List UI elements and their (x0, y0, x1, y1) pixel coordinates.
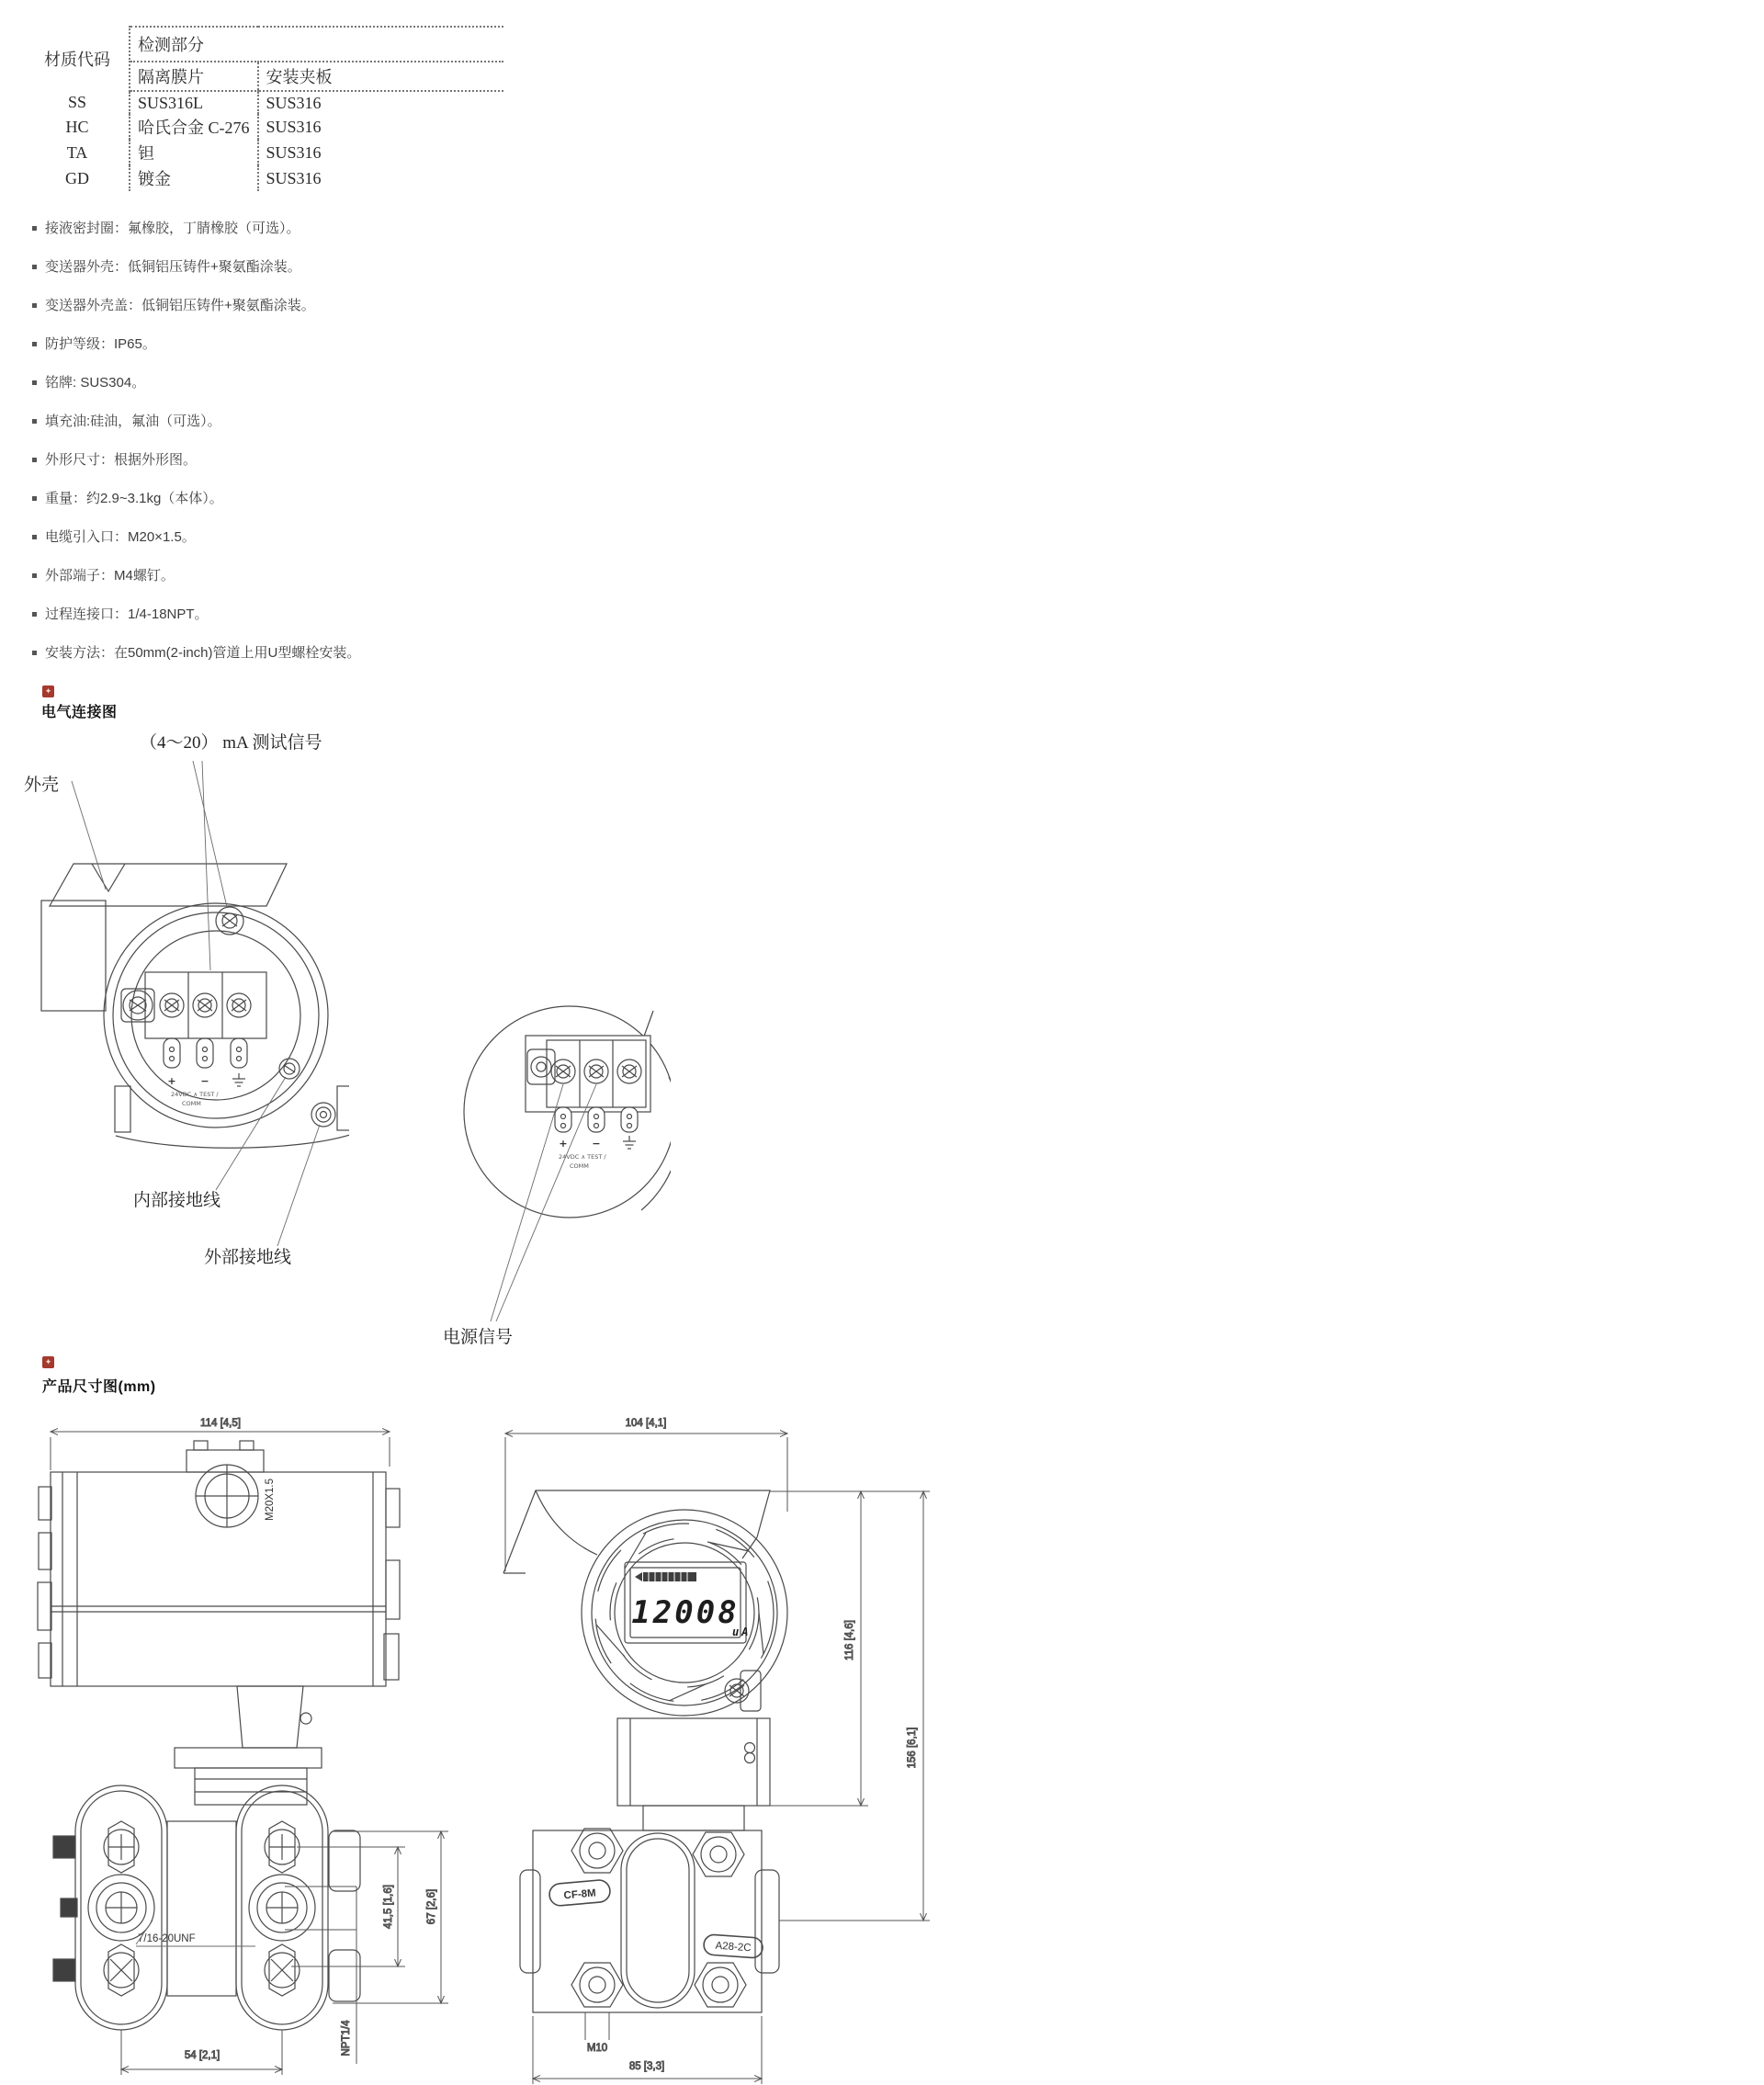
terminal-note-line2: COMM (182, 1100, 201, 1107)
diaphragm-cell: 钽 (138, 144, 154, 163)
spec-item: 电缆引入口：M20×1.5。 (32, 529, 583, 546)
wiring-diagram-open-housing (37, 726, 349, 1259)
clamp-cell: SUS316 (258, 91, 503, 114)
body-section (617, 1718, 770, 1830)
housing-side (38, 1472, 400, 1686)
table-col-clamp: 安装夹板 (258, 62, 503, 91)
dimension-drawing-front-view (459, 1406, 937, 2085)
internal-ground-label: 内部接地线 (133, 1191, 221, 1210)
table-row (26, 114, 503, 140)
ground-symbol (623, 1136, 636, 1149)
terminal-block (526, 1036, 650, 1132)
lcd-unit: uA (732, 1626, 752, 1638)
terminal-plus: + (559, 1138, 568, 1150)
diaphragm-cell: 镀金 (138, 170, 171, 188)
bottom-flange (520, 1829, 779, 2012)
terminal-symbols (167, 1073, 245, 1107)
flange-material-tag (548, 1879, 611, 1907)
housing-label: 外壳 (24, 776, 60, 795)
dimension-drawing-side-view (37, 1406, 459, 2085)
dim-port-pitch (121, 2030, 282, 2075)
terminal-block (121, 972, 266, 1068)
clamp-cell: SUS316 (258, 140, 503, 165)
spec-item: 变送器外壳：低铜铝压铸件+聚氨酯涂装。 (32, 259, 583, 276)
clamp-cell: SUS316 (258, 114, 503, 140)
test-signal-label: （4～20） mA 测试信号 (140, 733, 322, 753)
ground-symbol (232, 1073, 245, 1086)
dim-width-114 (51, 1418, 390, 1470)
spec-item: 安装方法：在50mm(2-inch)管道上用U型螺栓安装。 (32, 645, 583, 662)
terminal-note-line1: 24VDC ∧ TEST ∕ (559, 1153, 606, 1161)
dim-label-67: 67 [2,6] (426, 1888, 437, 1925)
terminal-symbols (559, 1136, 636, 1170)
internal-ground-screw (279, 1059, 300, 1079)
spec-item: 外部端子：M4螺钉。 (32, 568, 583, 584)
process-thread-callout (285, 1887, 356, 2064)
spec-item: 填充油:硅油，氟油（可选）。 (32, 414, 583, 430)
flange-assembly (53, 1785, 360, 2030)
process-thread-label: NPT1/4 (341, 2020, 352, 2057)
cover-lock-screw (216, 907, 243, 935)
conduit-entry (187, 1441, 264, 1527)
dim-label-85: 85 [3,3] (628, 2061, 665, 2072)
flange-material-tag-label: CF-8M (563, 1887, 597, 1902)
material-code: GD (26, 165, 130, 191)
diaphragm-cell: 哈氏合金 C-276 (138, 119, 250, 137)
dim-height-housing (770, 1491, 930, 1806)
spec-item: 防护等级：IP65。 (32, 336, 583, 353)
dim-label-116: 116 [4,6] (844, 1620, 855, 1660)
table-row-header: 材质代码 (26, 27, 130, 91)
dim-label-156: 156 [6,1] (907, 1727, 918, 1769)
bargraph-bar (643, 1572, 696, 1581)
wiring-section-title: 电气连接图 (41, 705, 118, 720)
external-ground-label: 外部接地线 (204, 1248, 292, 1267)
wiring-diagram-terminal-side (395, 992, 671, 1342)
lcd-display (625, 1562, 751, 1643)
spec-list (32, 221, 583, 684)
section-marker-icon: ✦ (42, 1356, 54, 1368)
table-row (26, 165, 503, 191)
dim-bolt-pitch (291, 1847, 405, 1966)
spec-item: 铭牌: SUS304。 (32, 375, 583, 391)
dim-label-104: 104 [4,1] (625, 1418, 667, 1429)
dim-height-total (779, 1491, 930, 1921)
dimensions-section-title: 产品尺寸图(mm) (42, 1379, 156, 1395)
terminal-minus: − (200, 1075, 209, 1087)
table-group-header: 检测部分 (130, 27, 503, 62)
lcd-value: 12008 (631, 1594, 740, 1631)
power-leader-lines (491, 1084, 596, 1321)
spec-item: 变送器外壳盖：低铜铝压铸件+聚氨酯涂装。 (32, 298, 583, 314)
dim-label-54: 54 [2,1] (184, 2050, 220, 2061)
bolt-thread-label: M10 (586, 2043, 608, 2054)
spec-item: 重量：约2.9~3.1kg（本体）。 (32, 491, 583, 507)
diaphragm-cell: SUS316L (138, 93, 204, 112)
clamp-cell: SUS316 (258, 165, 503, 191)
terminal-minus: − (592, 1138, 601, 1150)
conduit-thread-label: M20X1.5 (265, 1478, 276, 1522)
terminal-note-line1: 24VDC ∧ TEST ∕ (171, 1091, 219, 1098)
dim-label-114: 114 [4,5] (200, 1418, 241, 1429)
bolt-thread-callout (585, 2012, 609, 2054)
table-row (26, 140, 503, 165)
material-code: TA (26, 140, 130, 165)
material-code: SS (26, 91, 130, 114)
spec-item: 接液密封圈：氟橡胶，丁腈橡胶（可选）。 (32, 221, 583, 237)
table-col-diaphragm: 隔离膜片 (130, 62, 258, 91)
vent-thread-label: 7/16-20UNF (138, 1933, 196, 1944)
mounting-bracket (41, 864, 287, 1011)
dim-label-41-5: 41,5 [1,6] (383, 1885, 394, 1929)
terminal-plus: + (167, 1075, 176, 1087)
spec-item: 过程连接口：1/4-18NPT。 (32, 606, 583, 623)
flange-bolts-and-ports (88, 1821, 315, 1996)
spec-item: 外形尺寸：根据外形图。 (32, 452, 583, 469)
leader-lines (72, 761, 320, 1246)
section-marker-icon: ✦ (42, 686, 54, 697)
material-code-table (26, 26, 503, 191)
table-row (26, 91, 503, 114)
material-code: HC (26, 114, 130, 140)
external-ground-screw (311, 1103, 335, 1127)
terminal-note-line2: COMM (570, 1162, 589, 1170)
bargraph-arrow-icon (635, 1572, 642, 1581)
vent-thread-callout (136, 1921, 255, 1946)
neck-section (175, 1686, 322, 1805)
flange-tag-label: A28-2C (715, 1940, 752, 1955)
power-signal-label: 电源信号 (443, 1328, 514, 1347)
dim-bolt-span (533, 2016, 762, 2084)
flange-tag (703, 1934, 763, 1958)
